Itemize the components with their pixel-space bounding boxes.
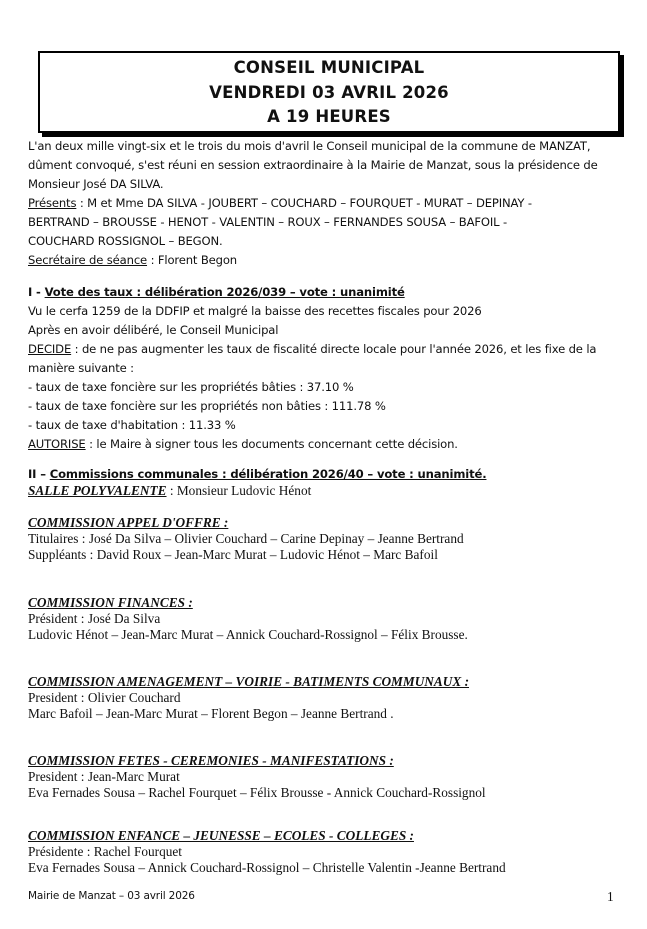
- commission-line: Eva Fernades Sousa – Annick Couchard-Rossignol – Christelle Valentin -Jeanne Bertrand: [28, 860, 506, 875]
- commission-line: Marc Bafoil – Jean-Marc Murat – Florent Begon – Jeanne Bertrand .: [28, 706, 394, 721]
- section-number: I -: [28, 285, 45, 299]
- header-time: A 19 HEURES: [267, 107, 391, 126]
- commission-title: COMMISSION FINANCES :: [28, 595, 193, 610]
- commission-title: COMMISSION FETES - CEREMONIES - MANIFESTATIONS :: [28, 753, 394, 768]
- presents-label: Présents: [28, 196, 77, 210]
- body-line: manière suivante :: [28, 361, 134, 375]
- decide-text: : de ne pas augmenter les taux de fiscalité directe locale pour l'année 2026, et les fixe de la: [71, 342, 597, 356]
- header-date: VENDREDI 03 AVRIL 2026: [209, 82, 449, 102]
- salle-label: SALLE POLYVALENTE: [28, 483, 167, 498]
- section-number: II –: [28, 467, 50, 481]
- commission-line: Ludovic Hénot – Jean-Marc Murat – Annick Couchard-Rossignol – Félix Brousse.: [28, 627, 468, 642]
- commission-line: Suppléants : David Roux – Jean-Marc Murat – Ludovic Hénot – Marc Bafoil: [28, 547, 438, 562]
- commission-line: President : Olivier Couchard: [28, 690, 181, 705]
- body-line: Vu le cerfa 1259 de la DDFIP et malgré la baisse des recettes fiscales pour 2026: [28, 304, 482, 318]
- secretary-value: : Florent Begon: [147, 253, 238, 267]
- presents-line: COUCHARD ROSSIGNOL – BEGON.: [28, 234, 223, 248]
- commission-line: Titulaires : José Da Silva – Olivier Couchard – Carine Depinay – Jeanne Bertrand: [28, 531, 464, 546]
- commission-title: COMMISSION APPEL D'OFFRE :: [28, 515, 229, 530]
- section-heading: [28, 467, 486, 481]
- presents-list: : M et Mme DA SILVA - JOUBERT – COUCHARD – FOURQUET - MURAT – DEPINAY -: [76, 196, 532, 210]
- rate-item: - taux de taxe foncière sur les propriétés non bâties : 111.78 %: [28, 399, 386, 413]
- commission-line: Eva Fernades Sousa – Rachel Fourquet – Félix Brousse - Annick Couchard-Rossignol: [28, 785, 486, 800]
- section-heading: [28, 285, 405, 299]
- section-title: Vote des taux : délibération 2026/039 – vote : unanimité: [44, 285, 405, 299]
- intro-line: Monsieur José DA SILVA.: [28, 177, 164, 191]
- commission-title: COMMISSION AMENAGEMENT – VOIRIE - BATIMENTS COMMUNAUX :: [28, 674, 469, 689]
- intro-line: dûment convoqué, s'est réuni en session extraordinaire à la Mairie de Manzat, sous la présidence de: [28, 158, 598, 172]
- secretary-line: [28, 253, 237, 267]
- intro-line: L'an deux mille vingt-six et le trois du mois d'avril le Conseil municipal de la commune de MANZAT,: [28, 139, 591, 153]
- commission-line: Présidente : Rachel Fourquet: [28, 844, 182, 859]
- presents-line: [28, 196, 532, 210]
- footer-text: Mairie de Manzat – 03 avril 2026: [28, 890, 195, 902]
- decide-label: DECIDE: [28, 342, 72, 356]
- section-title: Commissions communales : délibération 2026/40 – vote : unanimité.: [49, 467, 487, 481]
- body-line: Après en avoir délibéré, le Conseil Municipal: [28, 323, 279, 337]
- decide-line: [28, 342, 596, 356]
- presents-line: BERTRAND – BROUSSE - HENOT - VALENTIN – ROUX – FERNANDES SOUSA – BAFOIL -: [28, 215, 507, 229]
- commission-line: President : Jean-Marc Murat: [28, 769, 180, 784]
- document-header: [38, 51, 620, 133]
- autorise-line: [28, 437, 458, 451]
- salle-value: : Monsieur Ludovic Hénot: [166, 483, 312, 498]
- autorise-text: : le Maire à signer tous les documents concernant cette décision.: [85, 437, 458, 451]
- salle-line: [28, 483, 311, 499]
- commission-line: Président : José Da Silva: [28, 611, 161, 626]
- autorise-label: AUTORISE: [28, 437, 86, 451]
- page-number: 1: [607, 889, 614, 904]
- rate-item: - taux de taxe foncière sur les propriétés bâties : 37.10 %: [28, 380, 354, 394]
- header-title: CONSEIL MUNICIPAL: [233, 58, 425, 77]
- rate-item: - taux de taxe d'habitation : 11.33 %: [28, 418, 236, 432]
- secretary-label: Secrétaire de séance: [28, 253, 148, 267]
- commission-title: COMMISSION ENFANCE – JEUNESSE – ECOLES - COLLEGES :: [28, 828, 414, 843]
